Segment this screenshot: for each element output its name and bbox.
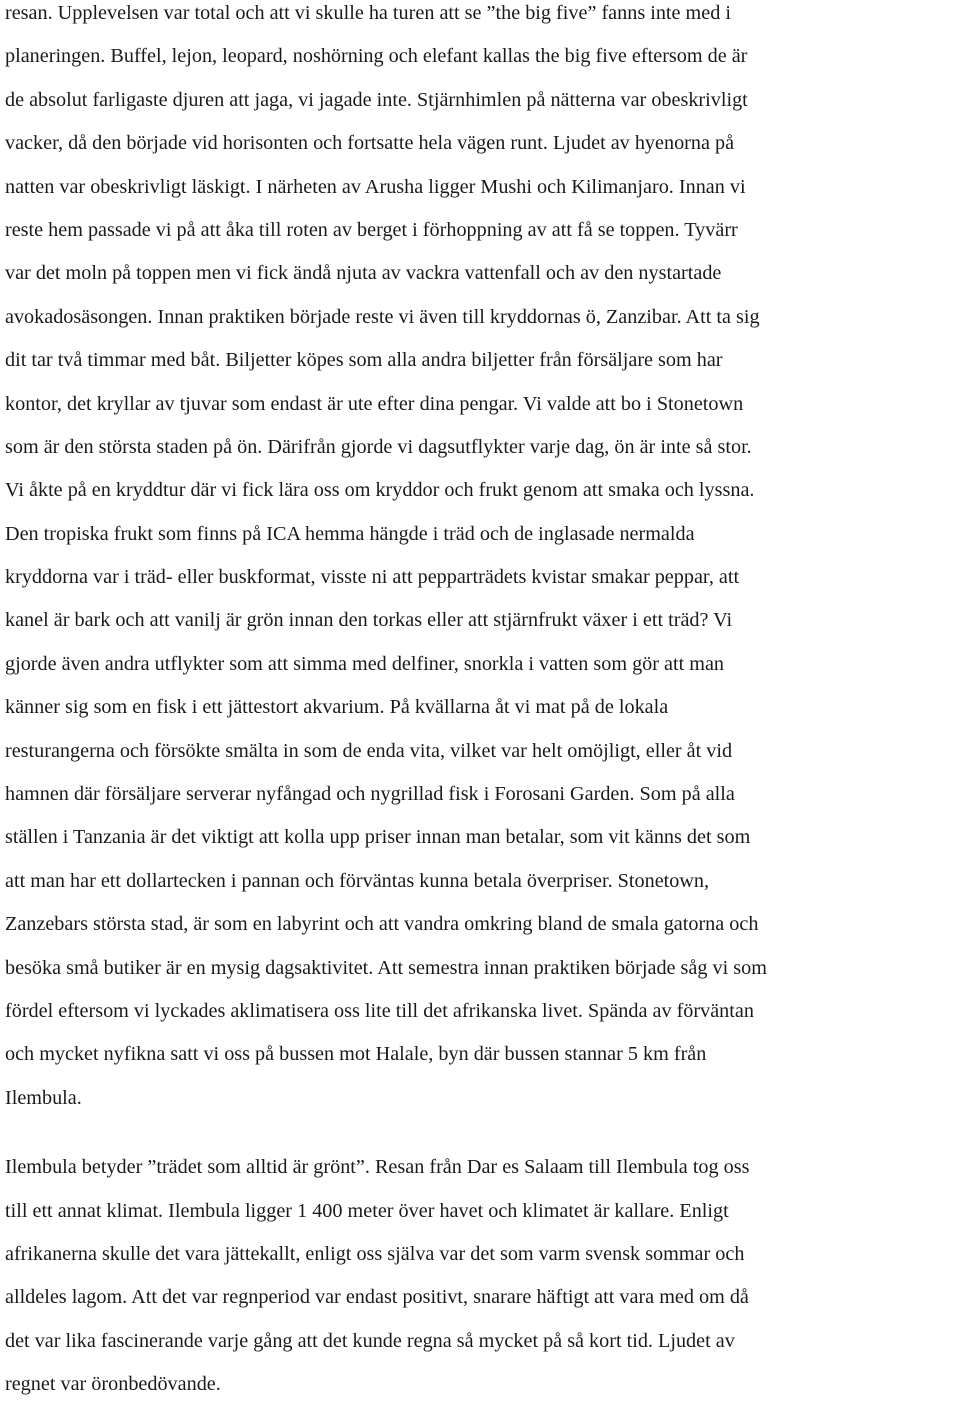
- text-line: dit tar två timmar med båt. Biljetter köpes som alla andra biljetter från försäljare som har: [5, 349, 723, 372]
- text-line: planeringen. Buffel, lejon, leopard, noshörning och elefant kallas the big five eftersom de är: [5, 45, 748, 68]
- text-line: gjorde även andra utflykter som att simma med delfiner, snorkla i vatten som gör att man: [5, 652, 725, 675]
- text-line: känner sig som en fisk i ett jättestort akvarium. På kvällarna åt vi mat på de lokala: [5, 696, 669, 719]
- text-line: resturangerna och försökte smälta in som de enda vita, vilket var helt omöjligt, eller åt vid: [5, 739, 733, 762]
- text-line: resan. Upplevelsen var total och att vi skulle ha turen att se ”the big five” fanns inte med i: [5, 2, 731, 24]
- text-line: det var lika fascinerande varje gång att det kunde regna så mycket på så kort tid. Ljudet av: [5, 1329, 735, 1352]
- text-line: att man har ett dollartecken i pannan och förväntas kunna betala överpriser. Stonetown,: [5, 869, 710, 892]
- text-line: var det moln på toppen men vi fick ändå njuta av vackra vattenfall och av den nystartade: [5, 262, 722, 285]
- paragraph-spacer: [5, 1120, 957, 1146]
- text-line: Ilembula betyder ”trädet som alltid är grönt”. Resan från Dar es Salaam till Ilembula tog oss: [5, 1156, 750, 1179]
- paragraph-2: [5, 1146, 957, 1406]
- text-line: Vi åkte på en kryddtur där vi fick lära oss om kryddor och frukt genom att smaka och lyssna.: [5, 479, 755, 502]
- text-line: avokadosäsongen. Innan praktiken började reste vi även till kryddornas ö, Zanzibar. Att ta sig: [5, 305, 760, 328]
- text-line: afrikanerna skulle det vara jättekallt, enligt oss själva var det som varm svensk sommar och: [5, 1242, 745, 1265]
- text-line: alldeles lagom. Att det var regnperiod var endast positivt, snarare häftigt att vara med om då: [5, 1286, 749, 1309]
- paragraph-1: [5, 0, 957, 1120]
- text-line: kontor, det kryllar av tjuvar som endast är ute efter dina pengar. Vi valde att bo i Stonetown: [5, 392, 744, 415]
- text-line: hamnen där försäljare serverar nyfångad och nygrillad fisk i Forosani Garden. Som på alla: [5, 783, 735, 806]
- text-line: vacker, då den började vid horisonten och fortsatte hela vägen runt. Ljudet av hyenorna på: [5, 132, 735, 155]
- text-line: de absolut farligaste djuren att jaga, vi jagade inte. Stjärnhimlen på nätterna var obeskrivligt: [5, 88, 748, 111]
- text-line: kryddorna var i träd- eller buskformat, visste ni att pepparträdets kvistar smakar peppar, att: [5, 566, 740, 589]
- text-line: Den tropiska frukt som finns på ICA hemma hängde i träd och de inglasade nermalda: [5, 522, 695, 545]
- text-line: Ilembula.: [5, 1086, 82, 1109]
- text-line: regnet var öronbedövande.: [5, 1373, 221, 1396]
- text-line: natten var obeskrivligt läskigt. I närheten av Arusha ligger Mushi och Kilimanjaro. Innan vi: [5, 175, 746, 198]
- text-line: fördel eftersom vi lyckades aklimatisera oss lite till det afrikanska livet. Spända av förväntan: [5, 999, 754, 1022]
- text-line: kanel är bark och att vanilj är grön innan den torkas eller att stjärnfrukt växer i ett träd? Vi: [5, 609, 733, 632]
- text-line: som är den största staden på ön. Därifrån gjorde vi dagsutflykter varje dag, ön är inte så stor.: [5, 435, 752, 458]
- text-line: besöka små butiker är en mysig dagsaktivitet. Att semestra innan praktiken började såg vi som: [5, 956, 767, 979]
- text-line: och mycket nyfikna satt vi oss på bussen mot Halale, byn där bussen stannar 5 km från: [5, 1043, 707, 1066]
- text-line: till ett annat klimat. Ilembula ligger 1 400 meter över havet och klimatet är kallare. Enligt: [5, 1199, 729, 1222]
- text-line: Zanzebars största stad, är som en labyrint och att vandra omkring bland de smala gatorna och: [5, 913, 759, 936]
- text-line: ställen i Tanzania är det viktigt att kolla upp priser innan man betalar, som vit känns det som: [5, 826, 751, 849]
- document-page: [5, 0, 957, 1407]
- text-line: reste hem passade vi på att åka till roten av berget i förhoppning av att få se toppen. Tyvärr: [5, 218, 738, 241]
